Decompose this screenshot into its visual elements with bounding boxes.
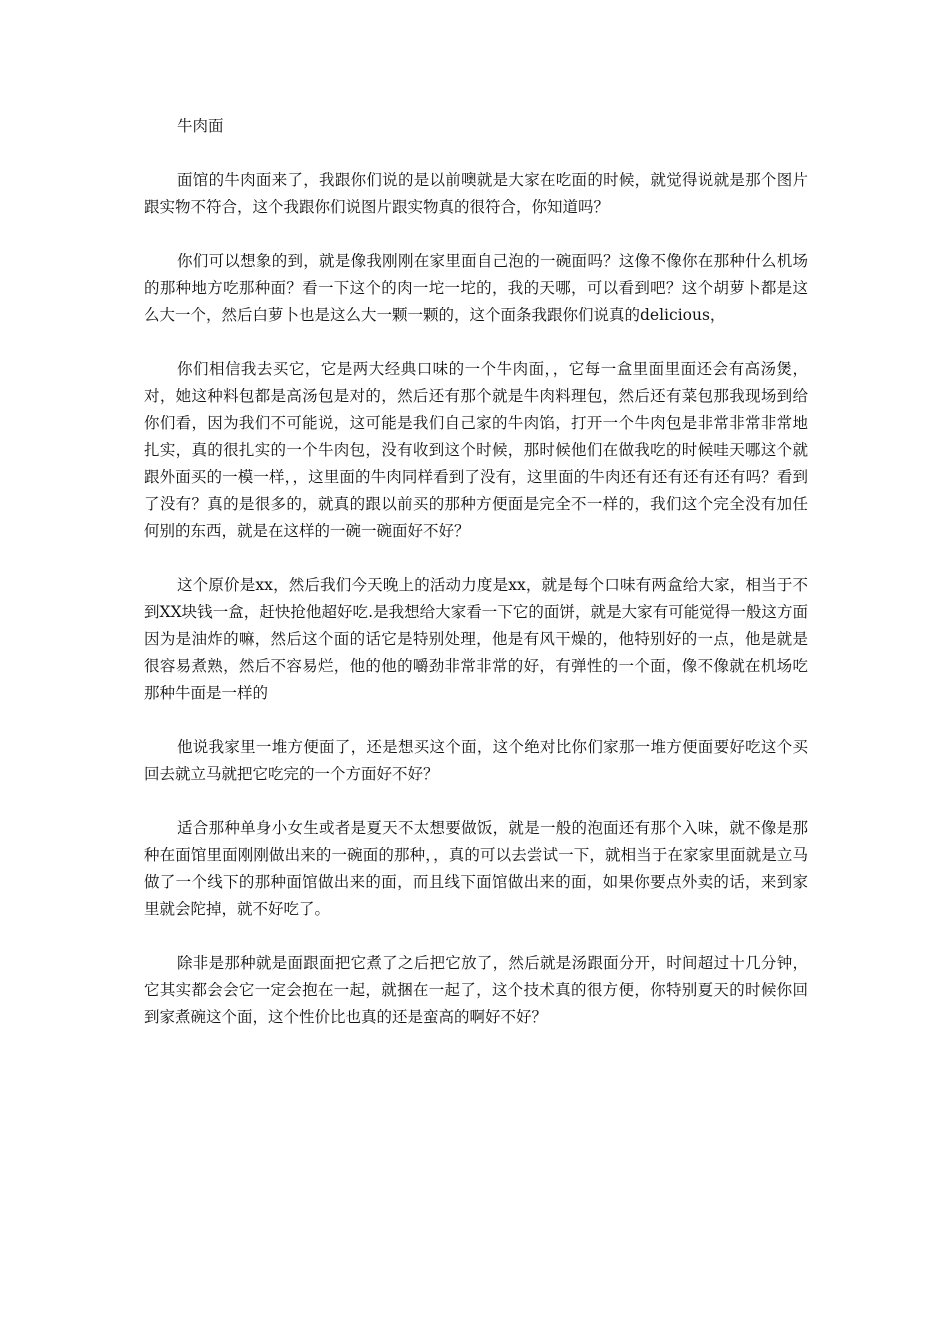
document-body bbox=[144, 113, 808, 1031]
paragraph-4: 这个原价是xx，然后我们今天晚上的活动力度是xx，就是每个口味有两盒给大家，相当于不到XX块钱一盒，赶快抢他超好吃.是我想给大家看一下它的面饼，就是大家有可能觉得一般这方面因为是油炸的嘛，然后这个面的话它是特别处理，他是有风干燥的，他特别好的一点，他是就是很容易煮熟，然后不容易烂，他的他的嚼劲非常非常的好，有弹性的一个面，像不像就在机场吃那种牛面是一样的 bbox=[144, 576, 808, 702]
paragraph-6: 适合那种单身小女生或者是夏天不太想要做饭，就是一般的泡面还有那个入味，就不像是那种在面馆里面刚刚做出来的一碗面的那种，，真的可以去尝试一下，就相当于在家家里面就是立马做了一个线下的那种面馆做出来的面，而且线下面馆做出来的面，如果你要点外卖的话，来到家里就会陀掉，就不好吃了。 bbox=[144, 819, 808, 918]
document-title: 牛肉面 bbox=[177, 117, 224, 135]
paragraph-3: 你们相信我去买它，它是两大经典口味的一个牛肉面，，它每一盒里面里面还会有高汤煲，对，她这种料包都是高汤包是对的，然后还有那个就是牛肉料理包，然后还有菜包那我现场到给你们看，因为我们不可能说，这可能是我们自己家的牛肉馅，打开一个牛肉包是非常非常非常地扎实，真的很扎实的一个牛肉包，没有收到这个时候，那时候他们在做我吃的时候哇天哪这个就跟外面买的一模一样，，这里面的牛肉同样看到了没有，这里面的牛肉还有还有还有还有吗？看到了没有？真的是很多的，就真的跟以前买的那种方便面是完全不一样的，我们这个完全没有加任何别的东西，就是在这样的一碗一碗面好不好？ bbox=[144, 360, 808, 540]
paragraph-7: 除非是那种就是面跟面把它煮了之后把它放了，然后就是汤跟面分开，时间超过十几分钟，它其实都会会它一定会抱在一起，就捆在一起了，这个技术真的很方便，你特别夏天的时候你回到家煮碗这个面，这个性价比也真的还是蛮高的啊好不好？ bbox=[144, 954, 808, 1026]
paragraph-5: 他说我家里一堆方便面了，还是想买这个面，这个绝对比你们家那一堆方便面要好吃这个买回去就立马就把它吃完的一个方面好不好？ bbox=[144, 738, 808, 783]
paragraph-2: 你们可以想象的到，就是像我刚刚在家里面自己泡的一碗面吗？这像不像你在那种什么机场的那种地方吃那种面？看一下这个的肉一坨一坨的，我的天哪，可以看到吧？这个胡萝卜都是这么大一个，然后白萝卜也是这么大一颗一颗的，这个面条我跟你们说真的delicious， bbox=[144, 252, 808, 324]
paragraph-1: 面馆的牛肉面来了，我跟你们说的是以前噢就是大家在吃面的时候，就觉得说就是那个图片跟实物不符合，这个我跟你们说图片跟实物真的很符合，你知道吗？ bbox=[144, 171, 808, 216]
